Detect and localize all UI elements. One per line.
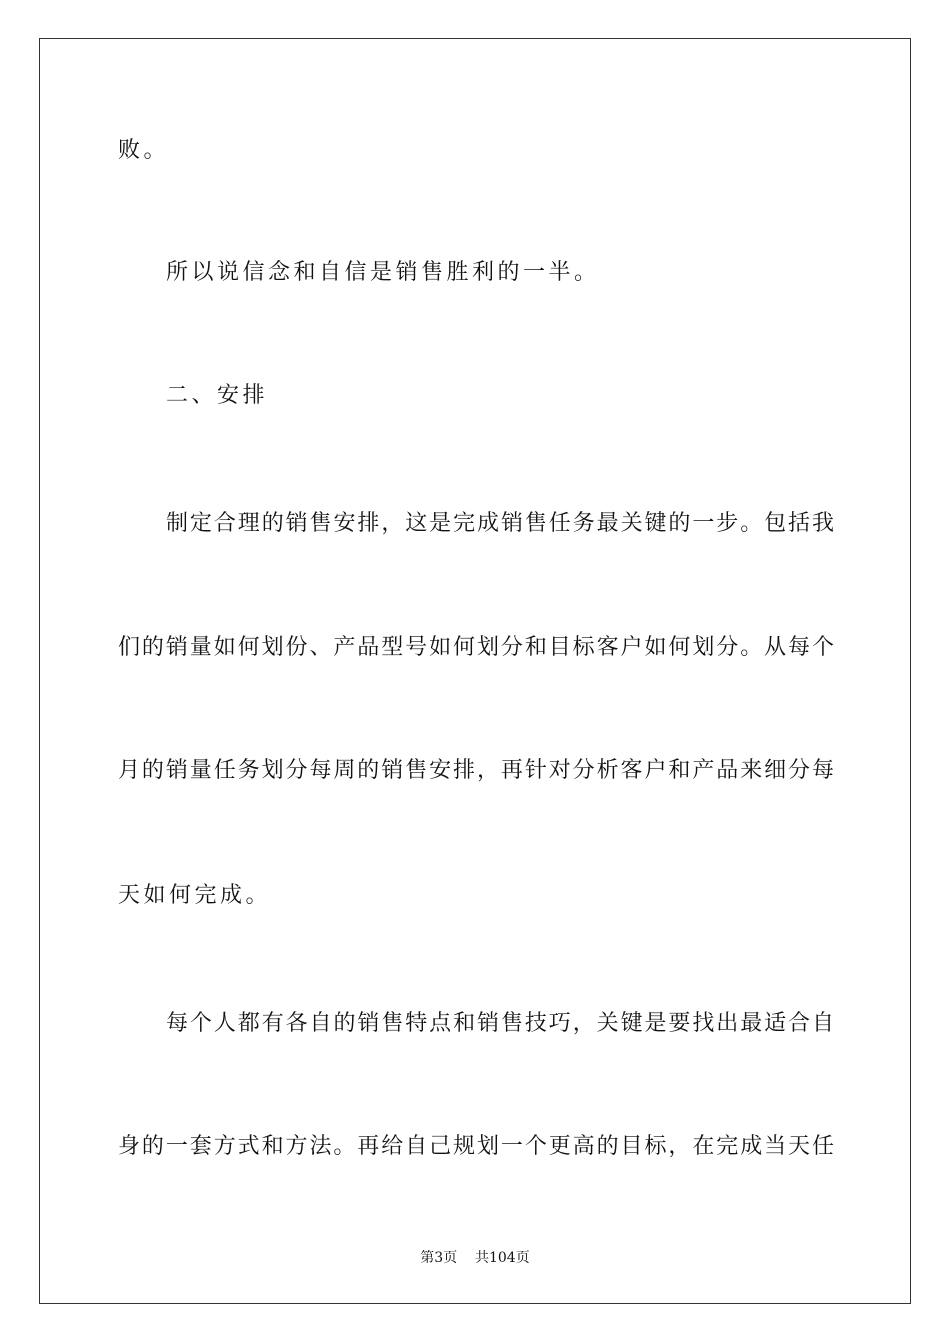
- paragraph-line: 们的销量如何划份、产品型号如何划分和目标客户如何划分。从每个: [118, 635, 834, 660]
- paragraph-line: 每个人都有各自的销售特点和销售技巧，关键是要找出最适合自: [166, 1011, 834, 1036]
- paragraph-line: 制定合理的销售安排，这是完成销售任务最关键的一步。包括我: [166, 511, 834, 536]
- paragraph-line: 天如何完成。: [118, 883, 272, 908]
- page-number-footer: 第3页 共104页: [420, 1250, 530, 1266]
- paragraph-line: 败。: [118, 138, 170, 163]
- paragraph-line: 所以说信念和自信是销售胜利的一半。: [166, 260, 600, 285]
- paragraph-line: 月的销量任务划分每周的销售安排，再针对分析客户和产品来细分每: [118, 758, 834, 783]
- page-border: [39, 38, 911, 1304]
- paragraph-line: 身的一套方式和方法。再给自己规划一个更高的目标，在完成当天任: [118, 1134, 834, 1159]
- section-heading: 二、安排: [166, 383, 269, 408]
